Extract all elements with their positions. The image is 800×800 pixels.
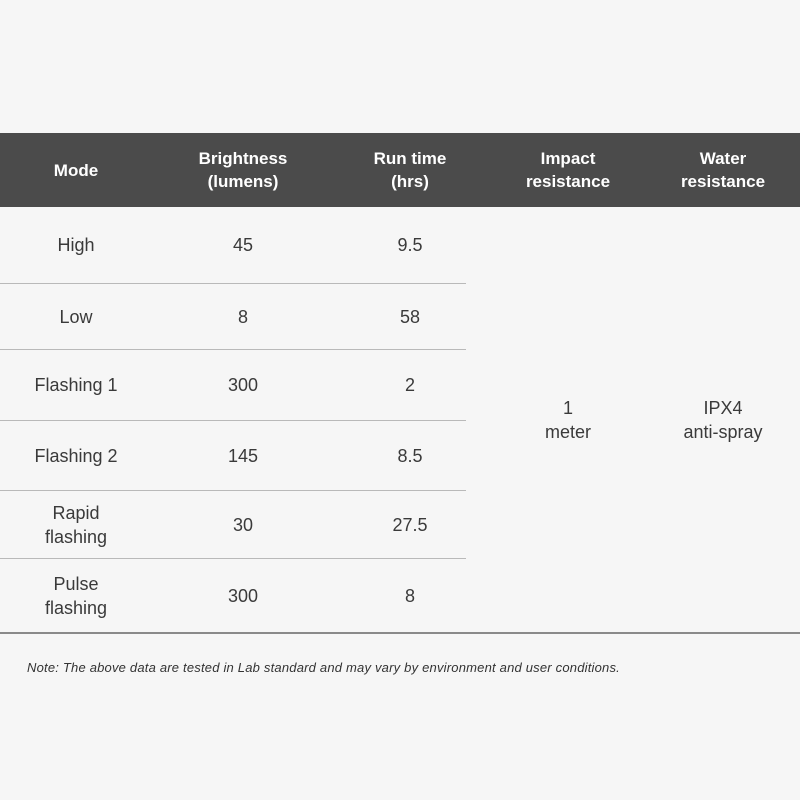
table-row: [0, 421, 466, 491]
cell-brightness: 300: [227, 375, 259, 395]
cell-run-time: 8: [404, 585, 415, 606]
cell-run-time: 9.5: [397, 235, 423, 255]
cell-brightness: 30: [232, 514, 254, 535]
cell-mode: Low: [59, 307, 93, 327]
cell-mode: High: [57, 235, 95, 255]
cell-impact-resistance: 1 meter: [544, 397, 591, 442]
table-row: [0, 350, 466, 420]
cell-brightness: 45: [232, 235, 254, 255]
cell-mode: Flashing 2: [34, 446, 118, 466]
table-row: [0, 207, 466, 283]
cell-brightness: 145: [227, 446, 259, 466]
cell-run-time: 58: [399, 307, 421, 327]
footnote: Note: The above data are tested in Lab standard and may vary by environment and user conditions.: [27, 660, 620, 675]
table-bottom-border: [0, 632, 800, 634]
table-row: [0, 559, 466, 632]
cell-mode: Flashing 1: [34, 375, 118, 395]
header-brightness: Brightness (lumens): [198, 149, 288, 191]
cell-brightness: 8: [237, 307, 248, 327]
cell-brightness: 300: [227, 585, 259, 606]
header-impact-resistance: Impact resistance: [525, 149, 611, 191]
cell-mode: Pulse flashing: [44, 573, 108, 618]
header-water-resistance: Water resistance: [680, 149, 766, 191]
cell-water-resistance: IPX4 anti-spray: [683, 397, 763, 442]
header-run-time: Run time (hrs): [373, 149, 447, 191]
table-header: [0, 133, 800, 207]
cell-mode: Rapid flashing: [44, 502, 108, 547]
cell-run-time: 8.5: [397, 446, 423, 466]
table-row: [0, 284, 466, 350]
header-mode: Mode: [53, 160, 99, 180]
cell-run-time: 2: [404, 375, 415, 395]
table-row: [0, 491, 466, 558]
cell-run-time: 27.5: [392, 514, 428, 535]
